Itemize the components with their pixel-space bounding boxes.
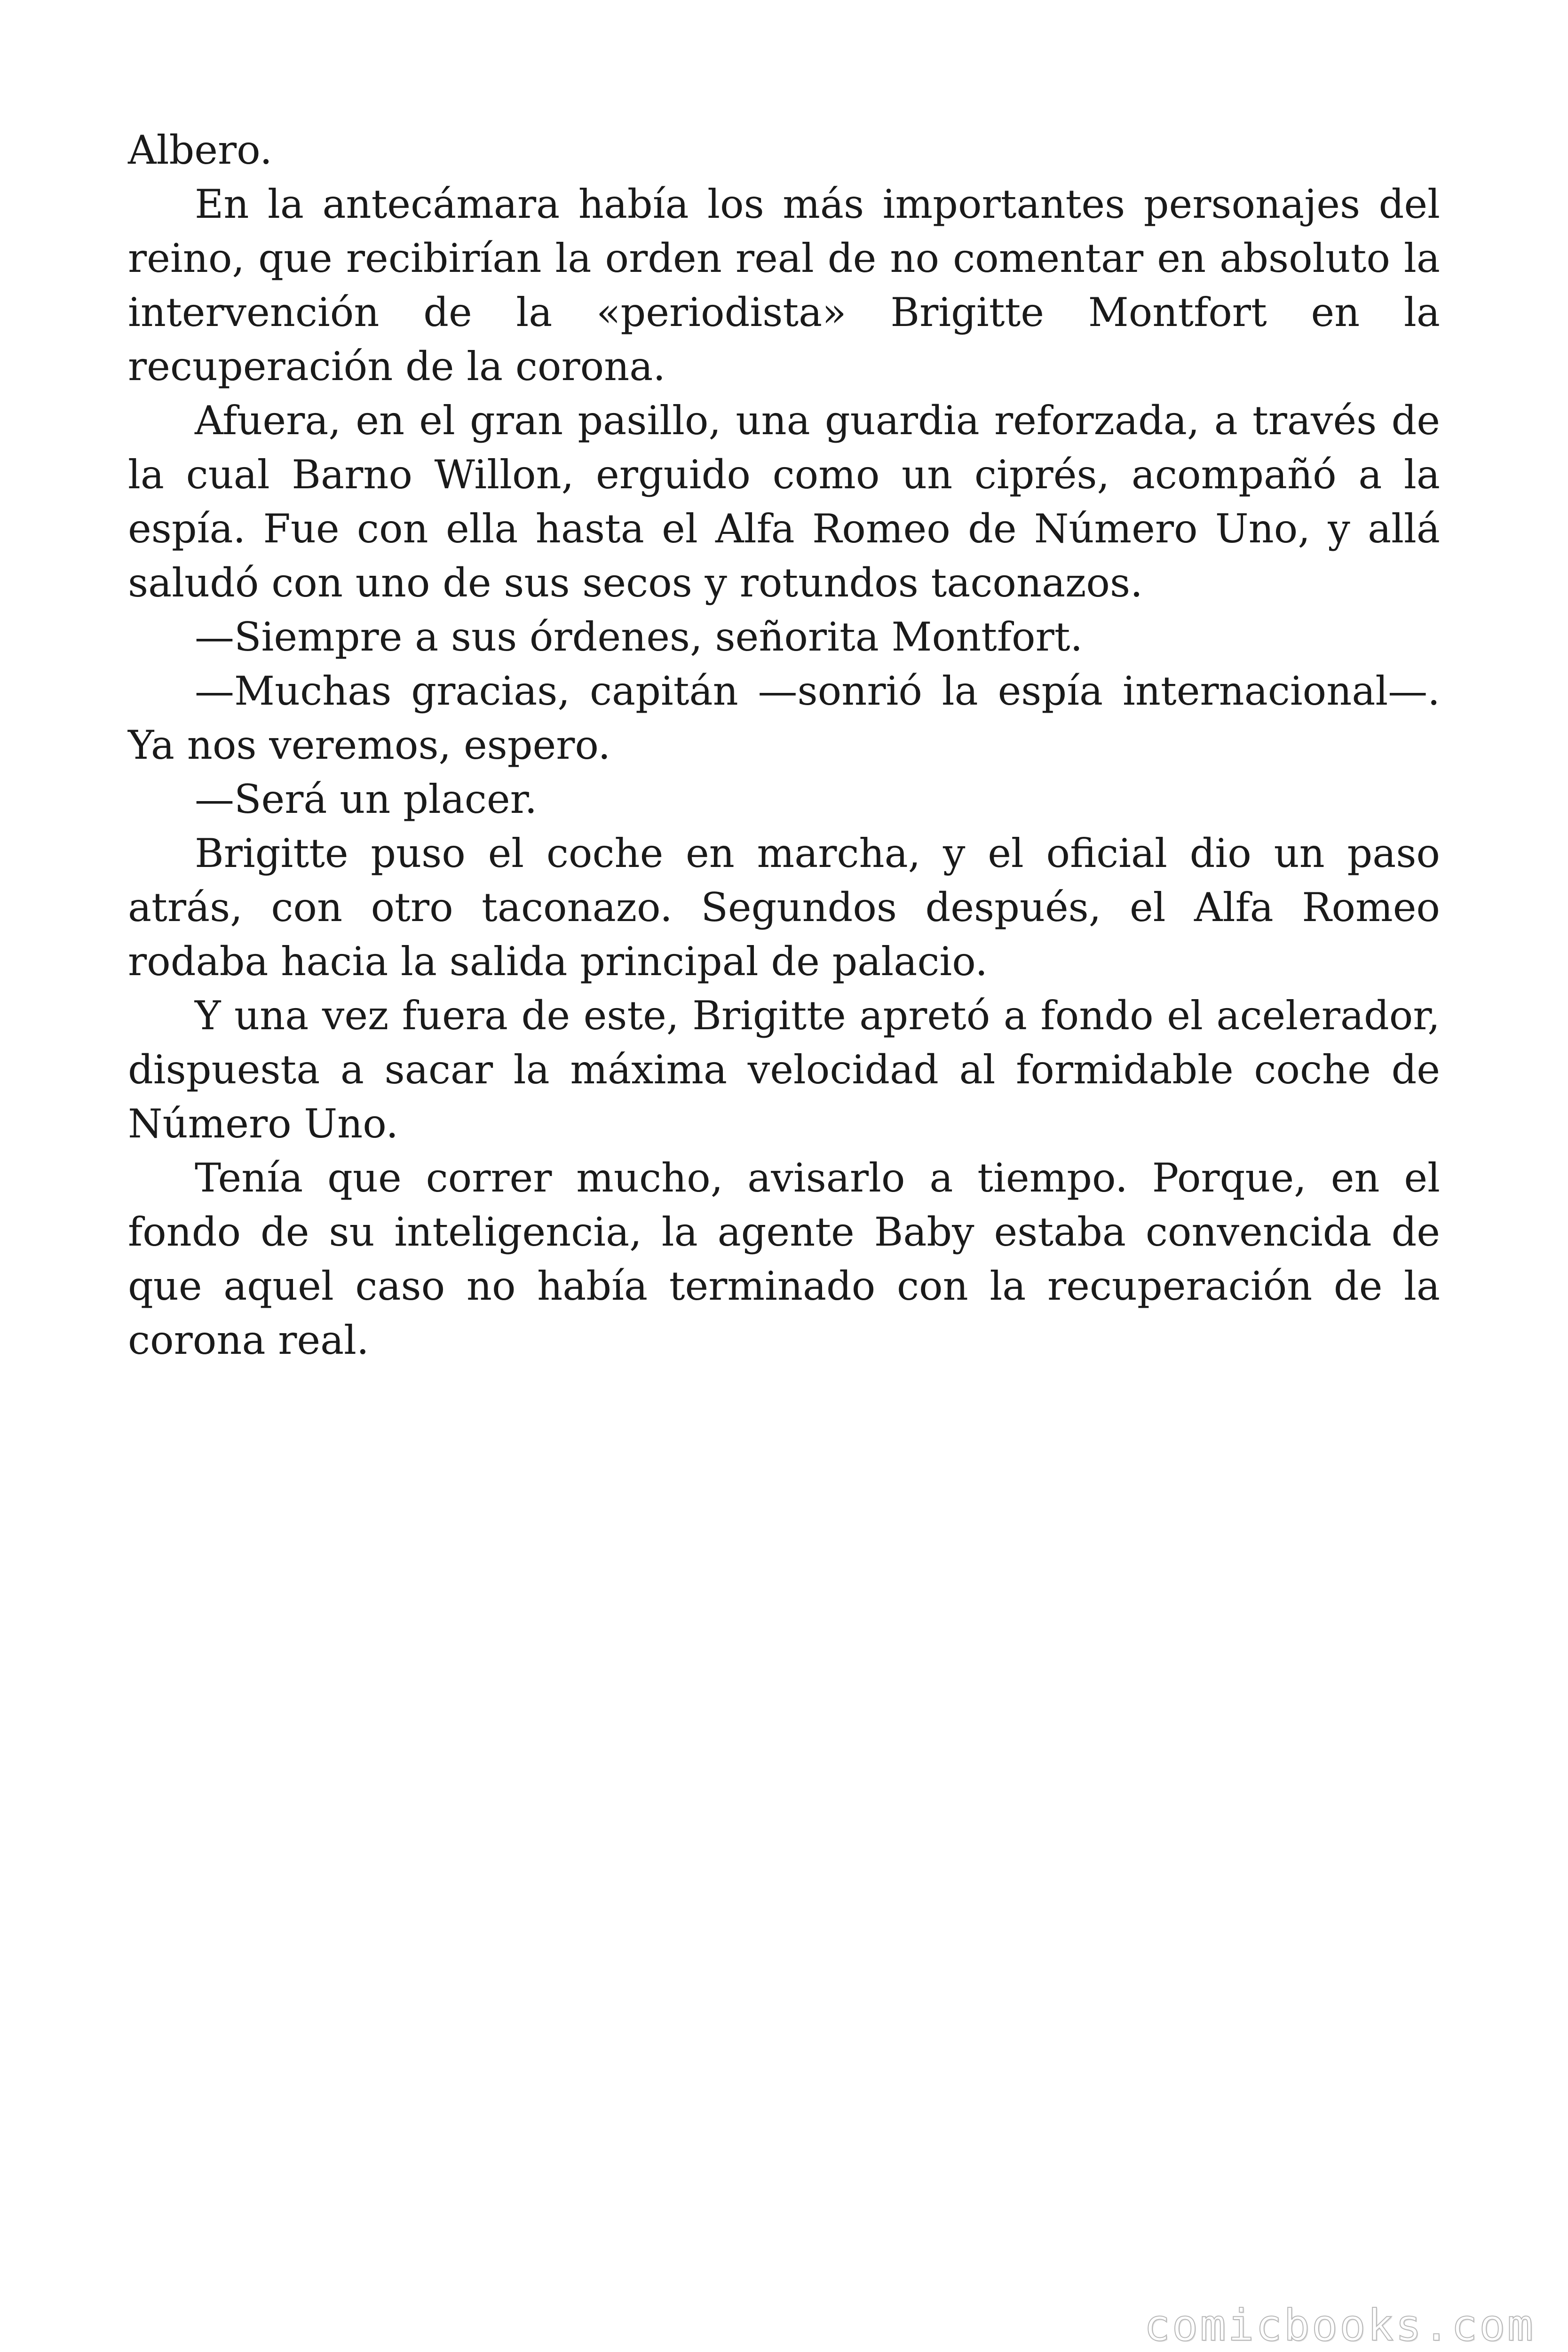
watermark-text: comicbooks.com bbox=[1144, 2300, 1535, 2351]
dialogue-line: —Será un placer. bbox=[195, 776, 538, 822]
dialogue-line: —Siempre a sus órdenes, señorita Montfort. bbox=[195, 614, 1083, 660]
paragraph: Afuera, en el gran pasillo, una guardia reforzada, a través de la cual Barno Willon, erguido como un ciprés, acompañó a la espía. Fue con ella hasta el Alfa Romeo de Número Uno, y allá saludó con uno de sus secos y rotundos taconazos. bbox=[128, 397, 1440, 606]
paragraph: Tenía que correr mucho, avisarlo a tiempo. Porque, en el fondo de su inteligencia, la agente Baby estaba convencida de que aquel caso no había terminado con la recuperación de la corona real. bbox=[128, 1155, 1440, 1363]
paragraph-continuation: Albero. bbox=[128, 127, 272, 173]
paragraph: Brigitte puso el coche en marcha, y el oficial dio un paso atrás, con otro taconazo. Segundos después, el Alfa Romeo rodaba hacia la salida principal de palacio. bbox=[128, 830, 1440, 985]
body-text bbox=[128, 123, 1440, 1367]
paragraph: Y una vez fuera de este, Brigitte apretó a fondo el acelerador, dispuesta a sacar la máxima velocidad al formidable coche de Número Uno. bbox=[128, 993, 1440, 1147]
dialogue-line: —Muchas gracias, capitán —sonrió la espía internacional—. Ya nos veremos, espero. bbox=[128, 668, 1440, 768]
paragraph: En la antecámara había los más importantes personajes del reino, que recibirían la orden real de no comentar en absoluto la intervención de la «periodista» Brigitte Montfort en la recuperación de la corona. bbox=[128, 181, 1440, 389]
